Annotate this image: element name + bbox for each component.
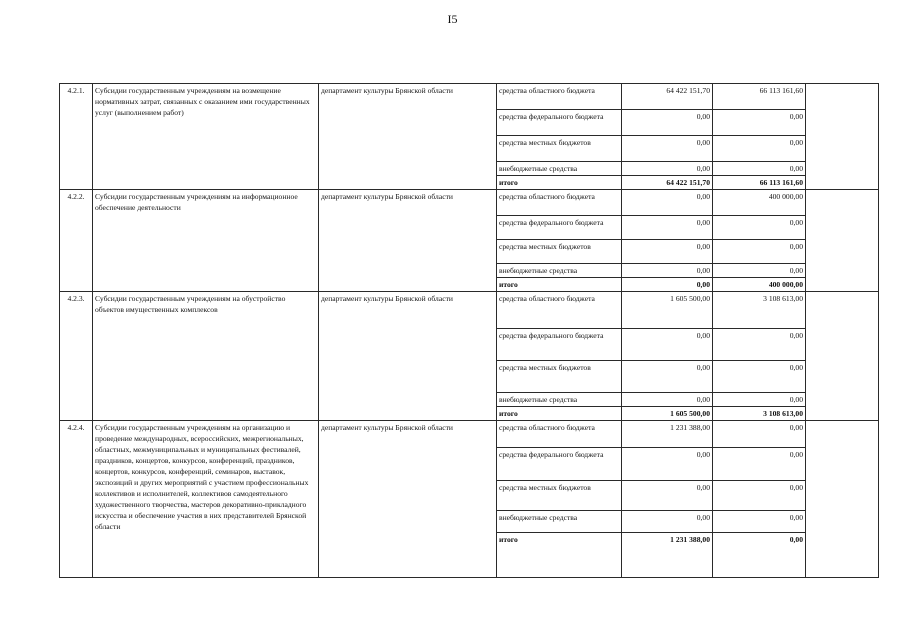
- amount-year-1: 0,00: [622, 448, 713, 481]
- amount-year-1: 1 605 500,00: [622, 407, 713, 421]
- table-row: [60, 292, 879, 329]
- amount-year-2: 400 000,00: [713, 190, 806, 216]
- amount-year-1: 0,00: [622, 216, 713, 240]
- amount-year-2: 0,00: [713, 162, 806, 176]
- amount-year-1: 0,00: [622, 481, 713, 511]
- item-executor: департамент культуры Брянской области: [319, 84, 497, 190]
- item-number: 4.2.1.: [60, 84, 93, 190]
- funding-source: итого: [497, 176, 622, 190]
- amount-year-2: 0,00: [713, 448, 806, 481]
- funding-source: средства областного бюджета: [497, 84, 622, 110]
- funding-source: итого: [497, 278, 622, 292]
- amount-year-2: 3 108 613,00: [713, 407, 806, 421]
- amount-year-2: 0,00: [713, 329, 806, 361]
- item-number: 4.2.3.: [60, 292, 93, 421]
- item-executor: департамент культуры Брянской области: [319, 292, 497, 421]
- amount-year-2: 0,00: [713, 361, 806, 393]
- funding-source: средства областного бюджета: [497, 421, 622, 448]
- empty-column-cell: [806, 84, 879, 190]
- amount-year-1: 64 422 151,70: [622, 84, 713, 110]
- budget-table-body: [60, 84, 879, 578]
- empty-column-cell: [806, 292, 879, 421]
- amount-year-2: 0,00: [713, 136, 806, 162]
- funding-source: средства местных бюджетов: [497, 361, 622, 393]
- amount-year-1: 0,00: [622, 110, 713, 136]
- table-row: [60, 84, 879, 110]
- amount-year-1: 1 231 388,00: [622, 421, 713, 448]
- funding-source: средства федерального бюджета: [497, 329, 622, 361]
- item-name: Субсидии государственным учреждениям на возмещение нормативных затрат, связанных с оказанием ими государственных услуг (выполнением работ): [93, 84, 319, 190]
- table-row: [60, 421, 879, 448]
- item-executor: департамент культуры Брянской области: [319, 190, 497, 292]
- amount-year-1: 0,00: [622, 162, 713, 176]
- funding-source: средства местных бюджетов: [497, 136, 622, 162]
- amount-year-1: 1 605 500,00: [622, 292, 713, 329]
- amount-year-1: 0,00: [622, 264, 713, 278]
- empty-column-cell: [806, 190, 879, 292]
- amount-year-2: 0,00: [713, 216, 806, 240]
- funding-source: средства областного бюджета: [497, 190, 622, 216]
- empty-column-cell: [806, 421, 879, 578]
- amount-year-1: 0,00: [622, 511, 713, 533]
- funding-source: внебюджетные средства: [497, 162, 622, 176]
- funding-source: итого: [497, 533, 622, 578]
- budget-table: [59, 83, 879, 578]
- amount-year-2: 0,00: [713, 511, 806, 533]
- amount-year-2: 66 113 161,60: [713, 176, 806, 190]
- funding-source: средства федерального бюджета: [497, 448, 622, 481]
- item-name: Субсидии государственным учреждениям на организацию и проведение международных, всероссийских, межрегиональных, областных, межмуниципальных и муниципальных фестивалей, праздников, концертов, конкурсов, конференций, праздников, концертов, конкурсов, конференций, семинаров, выставок, экспозиций и других мероприятий с участием профессиональных коллективов и исполнителей, коллективов самодеятельного художественного творчества, мастеров декоративно-прикладного искусства и обеспечение участия в них представителей Брянской области: [93, 421, 319, 578]
- funding-source: внебюджетные средства: [497, 264, 622, 278]
- item-executor: департамент культуры Брянской области: [319, 421, 497, 578]
- table-row: [60, 190, 879, 216]
- funding-source: итого: [497, 407, 622, 421]
- amount-year-1: 1 231 388,00: [622, 533, 713, 578]
- amount-year-2: 0,00: [713, 264, 806, 278]
- amount-year-1: 0,00: [622, 136, 713, 162]
- funding-source: средства местных бюджетов: [497, 481, 622, 511]
- funding-source: внебюджетные средства: [497, 511, 622, 533]
- amount-year-1: 0,00: [622, 278, 713, 292]
- amount-year-2: 0,00: [713, 240, 806, 264]
- funding-source: средства федерального бюджета: [497, 110, 622, 136]
- item-name: Субсидии государственным учреждениям на информационное обеспечение деятельности: [93, 190, 319, 292]
- funding-source: средства областного бюджета: [497, 292, 622, 329]
- amount-year-2: 3 108 613,00: [713, 292, 806, 329]
- item-name: Субсидии государственным учреждениям на обустройство объектов имущественных комплексов: [93, 292, 319, 421]
- item-number: 4.2.4.: [60, 421, 93, 578]
- amount-year-1: 0,00: [622, 240, 713, 264]
- amount-year-2: 0,00: [713, 421, 806, 448]
- funding-source: средства федерального бюджета: [497, 216, 622, 240]
- amount-year-2: 0,00: [713, 393, 806, 407]
- funding-source: внебюджетные средства: [497, 393, 622, 407]
- funding-source: средства местных бюджетов: [497, 240, 622, 264]
- amount-year-2: 400 000,00: [713, 278, 806, 292]
- amount-year-1: 0,00: [622, 190, 713, 216]
- amount-year-1: 0,00: [622, 329, 713, 361]
- page-number: I5: [447, 12, 458, 26]
- amount-year-2: 0,00: [713, 481, 806, 511]
- amount-year-2: 0,00: [713, 110, 806, 136]
- amount-year-2: 66 113 161,60: [713, 84, 806, 110]
- amount-year-1: 0,00: [622, 393, 713, 407]
- item-number: 4.2.2.: [60, 190, 93, 292]
- amount-year-1: 64 422 151,70: [622, 176, 713, 190]
- amount-year-2: 0,00: [713, 533, 806, 578]
- amount-year-1: 0,00: [622, 361, 713, 393]
